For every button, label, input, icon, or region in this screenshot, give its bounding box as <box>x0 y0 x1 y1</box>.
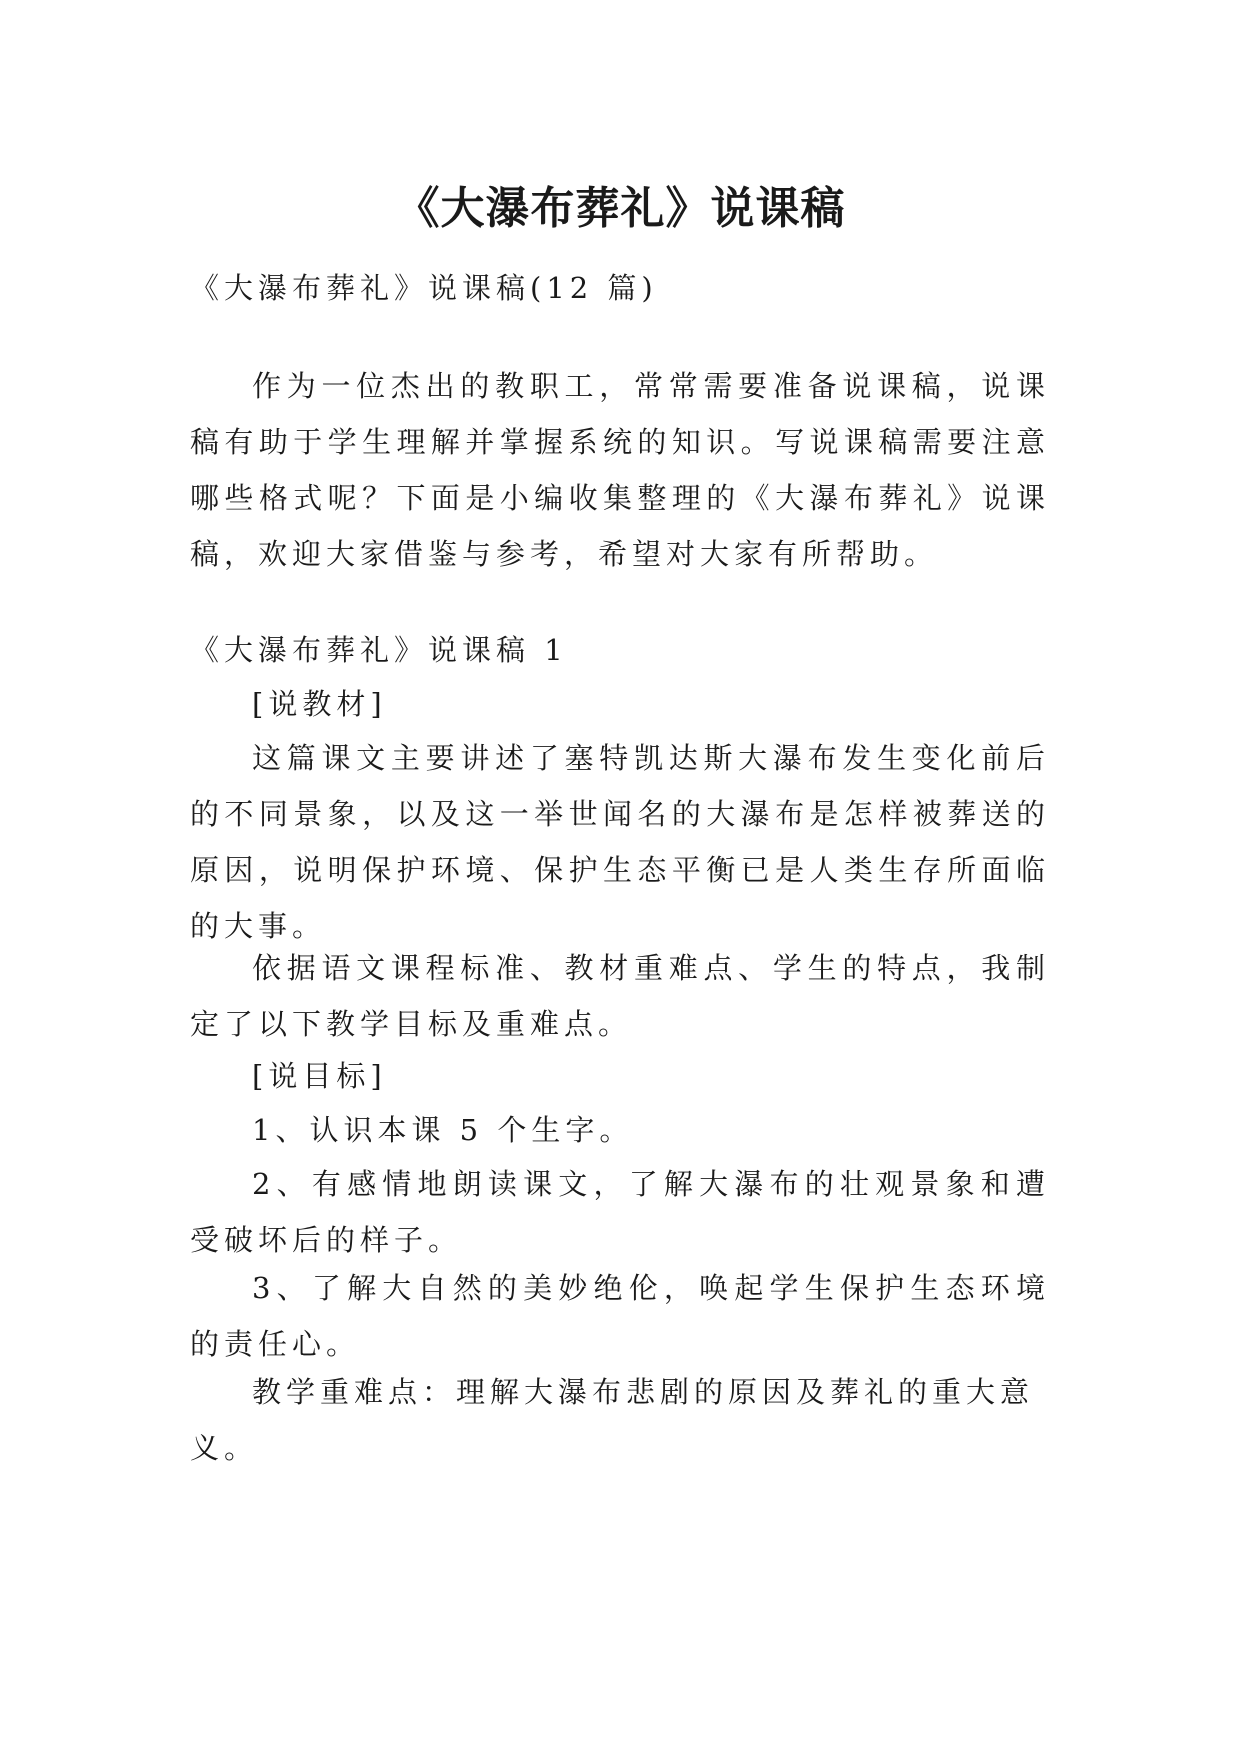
key-points-paragraph: 教学重难点：理解大瀑布悲剧的原因及葬礼的重大意义。 <box>190 1375 1035 1465</box>
goal-item-1: 1、认识本课 5 个生字。 <box>252 1113 634 1147</box>
intro-paragraph: 作为一位杰出的教职工，常常需要准备说课稿，说课稿有助于学生理解并掌握系统的知识。写说课稿需要注意哪些格式呢？下面是小编收集整理的《大瀑布葬礼》说课稿，欢迎大家借鉴与参考，希望对大家有所帮助。 <box>190 369 1050 571</box>
label-goals: [说目标] <box>252 1059 387 1093</box>
section-heading: 《大瀑布葬礼》说课稿 1 <box>190 633 568 667</box>
document-title: 《大瀑布葬礼》说课稿 <box>395 183 846 235</box>
document-subtitle: 《大瀑布葬礼》说课稿(12 篇) <box>190 271 658 305</box>
goal-item-2: 2、有感情地朗读课文，了解大瀑布的壮观景象和遭受破坏后的样子。 <box>190 1167 1050 1257</box>
label-material: [说教材] <box>252 687 387 721</box>
material-paragraph: 这篇课文主要讲述了塞特凯达斯大瀑布发生变化前后的不同景象，以及这一举世闻名的大瀑布是怎样被葬送的原因，说明保护环境、保护生态平衡已是人类生存所面临的大事。 <box>190 741 1050 943</box>
goal-item-3: 3、了解大自然的美妙绝伦，唤起学生保护生态环境的责任心。 <box>190 1271 1050 1361</box>
basis-paragraph: 依据语文课程标准、教材重难点、学生的特点，我制定了以下教学目标及重难点。 <box>190 951 1050 1041</box>
